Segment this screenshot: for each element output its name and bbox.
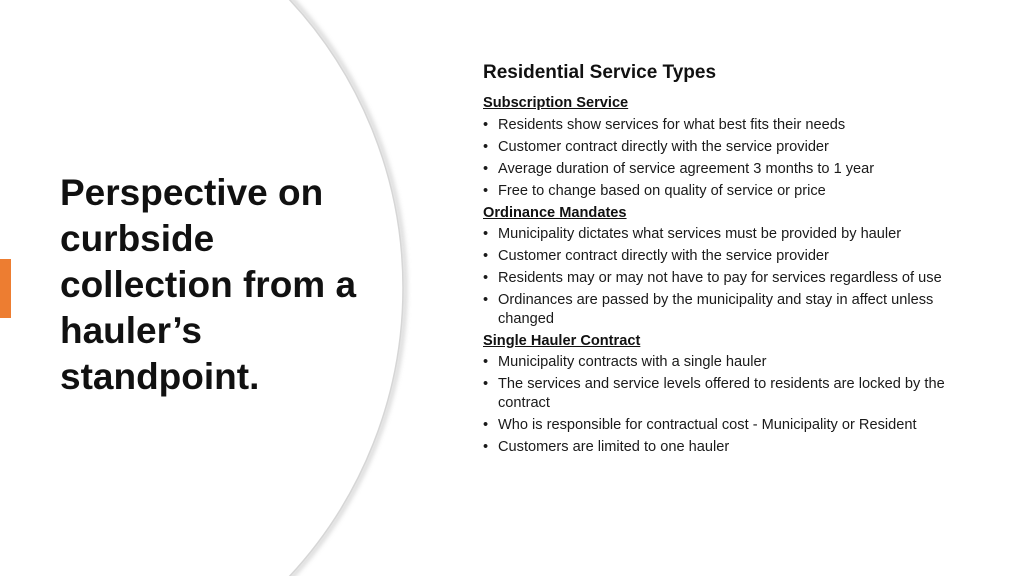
bullet-icon: • [483,292,489,308]
list-item-text: Customer contract directly with the service provider [498,138,829,155]
bullet-icon: • [483,182,489,199]
list-item [483,375,953,412]
bullet-icon: • [483,160,489,177]
list-item [483,291,953,328]
list-item [483,416,953,435]
list-item-text: Residents may or may not have to pay for services regardless of use [498,270,942,286]
list-item [483,138,953,157]
service-groups [483,94,953,456]
list-item [483,225,953,244]
list-item [483,116,953,135]
list-item [483,160,953,179]
list-item [483,269,953,288]
bullet-icon: • [483,376,489,392]
list-item-text: Who is responsible for contractual cost - Municipality or Resident [498,416,917,433]
list-item-text: Municipality contracts with a single hauler [498,354,767,370]
list-item-text: Ordinances are passed by the municipality and stay in affect unless changed [498,292,934,327]
list-item-text: The services and service levels offered to residents are locked by the contract [498,376,945,411]
content-panel [483,60,953,460]
bullet-icon: • [483,248,489,264]
list-item [483,353,953,372]
bullet-icon: • [483,416,489,433]
group-heading: Single Hauler Contract [483,332,641,349]
group-heading: Subscription Service [483,95,629,111]
group-heading: Ordinance Mandates [483,204,627,221]
accent-bar [0,259,11,318]
list-item [483,247,953,266]
bullet-icon: • [483,226,489,242]
slide-title: Perspective on curbside collection from a hauler’s standpoint. [60,172,357,397]
bullet-list [483,353,953,456]
bullet-icon: • [483,116,489,133]
section-heading: Residential Service Types [483,62,717,83]
list-item-text: Municipality dictates what services must be provided by hauler [498,226,902,242]
list-item-text: Free to change based on quality of service or price [498,182,826,199]
list-item [483,182,953,201]
bullet-icon: • [483,270,489,286]
bullet-icon: • [483,438,489,455]
list-item [483,438,953,457]
list-item-text: Customers are limited to one hauler [498,438,730,455]
bullet-icon: • [483,354,489,370]
bullet-list [483,225,953,328]
list-item-text: Residents show services for what best fits their needs [498,116,846,133]
list-item-text: Customer contract directly with the service provider [498,248,829,264]
bullet-icon: • [483,138,489,155]
bullet-list [483,116,953,201]
list-item-text: Average duration of service agreement 3 months to 1 year [498,160,875,177]
